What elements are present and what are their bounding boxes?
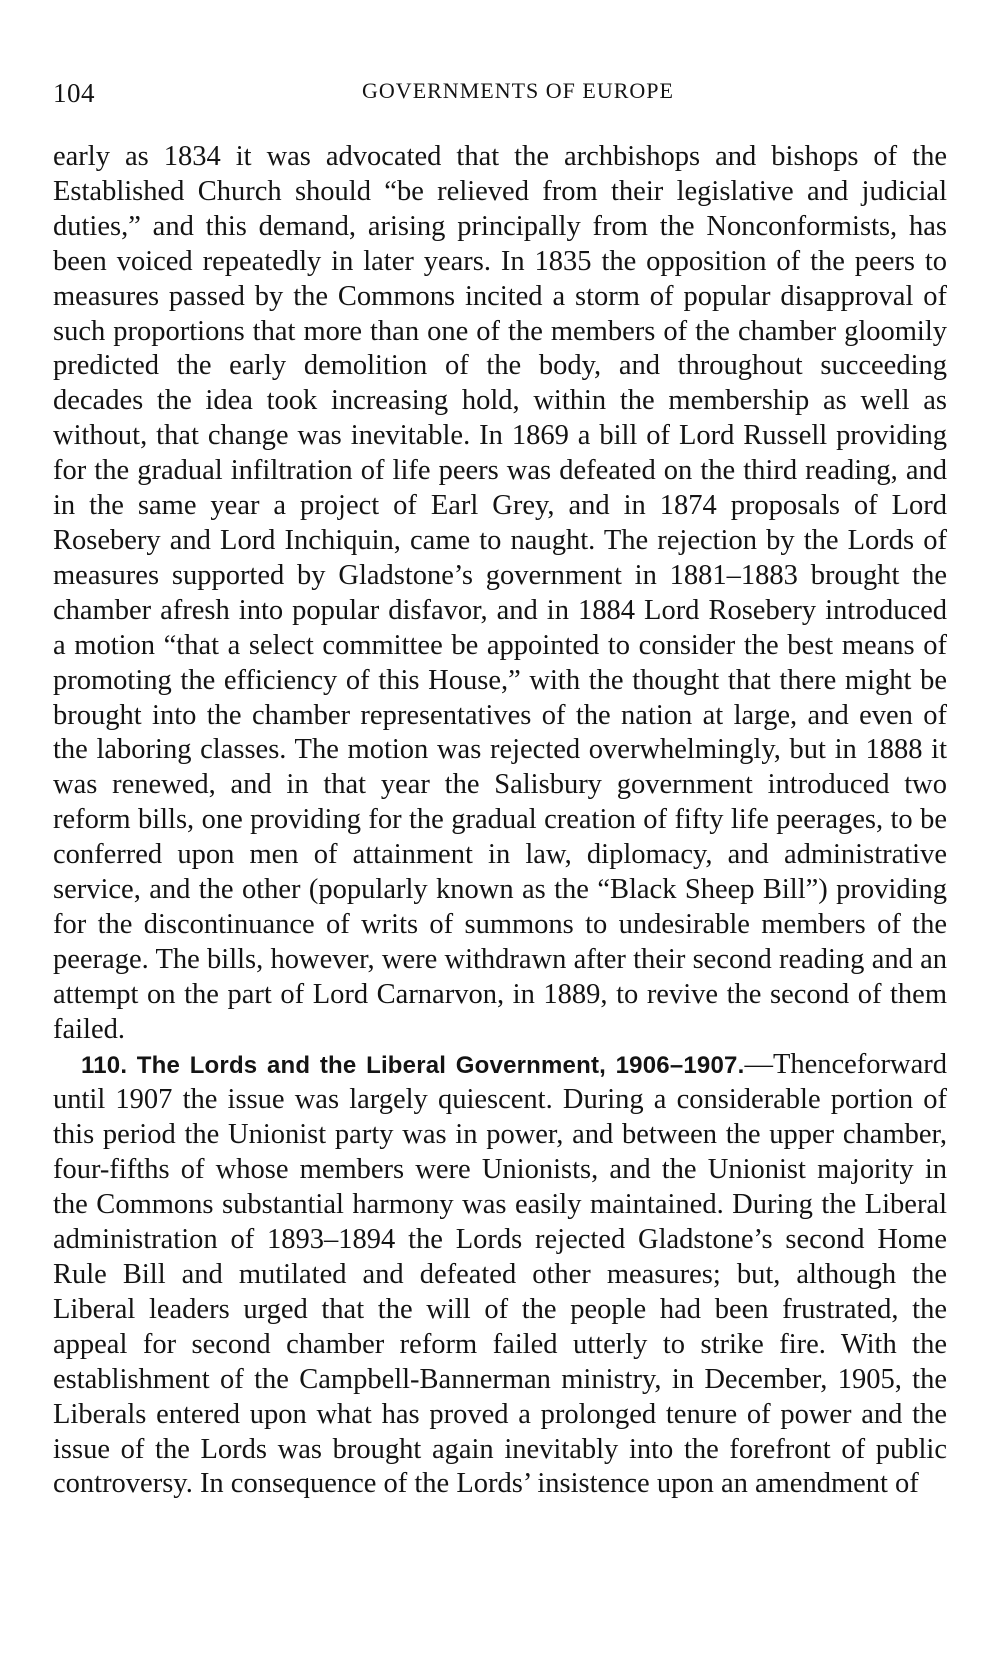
paragraph-1 — [53, 140, 947, 1048]
page-number: 104 — [53, 78, 95, 108]
running-title: GOVERNMENTS OF EUROPE — [362, 78, 674, 103]
paragraph-text: early as 1834 it was advocated that the archbishops and bishops of the Established Church should “be relieved from their legislative and judicial duties,” and this demand, arising principally from the Nonconformists, has been voiced repeatedly in later years. In 1835 the opposition of the peers to measures passed by the Commons incited a storm of popular disapproval of such proportions that more than one of the members of the chamber gloomily predicted the early demolition of the body, and throughout succeeding decades the idea took increasing hold, within the membership as well as without, that change was inevitable. In 1869 a bill of Lord Russell providing for the gradual infiltration of life peers was defeated on the third reading, and in the same year a project of Earl Grey, and in 1874 proposals of Lord Rosebery and Lord Inchiquin, came to naught. The rejection by the Lords of measures supported by Gladstone’s government in 1881–1883 brought the chamber afresh into popular disfavor, and in 1884 Lord Rosebery introduced a motion “that a select committee be appointed to consider the best means of promoting the efficiency of this House,” with the thought that there might be brought into the chamber representatives of the nation at large, and even of the laboring classes. The motion was rejected overwhelmingly, but in 1888 it was renewed, and in that year the Salisbury government introduced two reform bills, one providing for the gradual creation of fifty life peerages, to be conferred upon men of attainment in law, diplomacy, and administrative service, and the other (popularly known as the “Black Sheep Bill”) providing for the discontinuance of writs of summons to undesirable members of the peerage. The bills, however, were withdrawn after their second reading and an attempt on the part of Lord Carnarvon, in 1889, to revive the second of them failed. — [53, 141, 947, 1045]
paragraph-2 — [53, 1048, 947, 1503]
body-text — [53, 140, 947, 1502]
section-heading: 110. The Lords and the Liberal Government, 1906–1907. — [81, 1051, 745, 1079]
page-header — [53, 78, 947, 114]
paragraph-text: —Thenceforward until 1907 the issue was largely quiescent. During a considerable portion of this period the Unionist party was in power, and between the upper chamber, four-fifths of whose members were Unionists, and the Unionist majority in the Commons substantial harmony was easily maintained. During the Liberal administration of 1893–1894 the Lords rejected Gladstone’s second Home Rule Bill and mutilated and defeated other measures; but, although the Liberal leaders urged that the will of the people had been frustrated, the appeal for second chamber reform failed utterly to strike fire. With the establishment of the Campbell-Bannerman ministry, in December, 1905, the Liberals entered upon what has proved a prolonged tenure of power and the issue of the Lords was brought again inevitably into the forefront of public controversy. In consequence of the Lords’ insistence upon an amendment of — [53, 1048, 947, 1500]
